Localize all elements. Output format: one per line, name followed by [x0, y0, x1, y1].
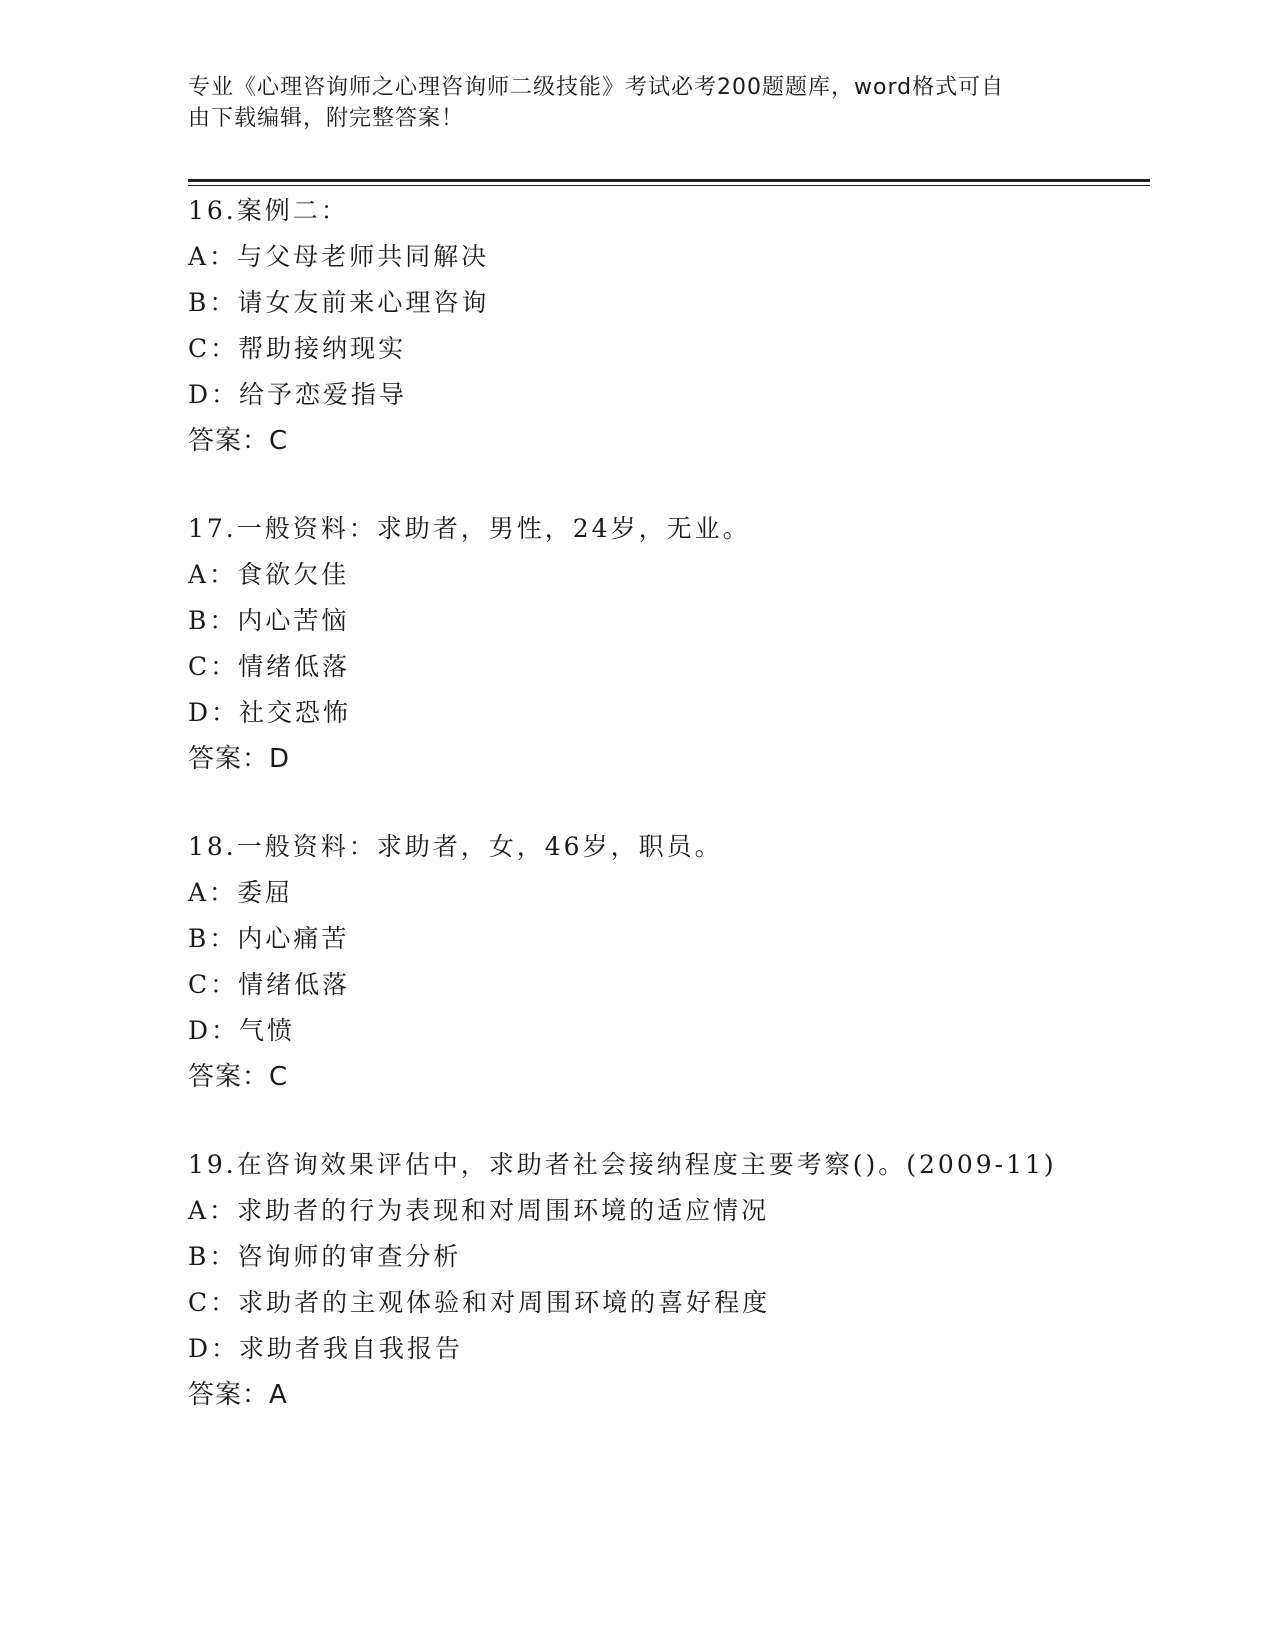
- option-text: 情绪低落: [238, 970, 351, 999]
- option-b: [188, 280, 1148, 326]
- option-text: 帮助接纳现实: [238, 334, 407, 363]
- answer-value: D: [269, 744, 291, 774]
- option-c: [188, 1280, 1148, 1326]
- option-d: [188, 1008, 1148, 1054]
- header-divider-thin: [188, 185, 1150, 186]
- option-text: 求助者的行为表现和对周围环境的适应情况: [237, 1196, 770, 1225]
- question-stem: 17.一般资料：求助者，男性，24岁，无业。: [188, 514, 751, 543]
- answer-label: 答案：: [188, 1380, 270, 1410]
- option-text: 委屈: [237, 878, 294, 907]
- answer: [188, 418, 1148, 464]
- option-label: B：: [188, 606, 238, 635]
- option-d: [188, 372, 1148, 418]
- option-text: 内心苦恼: [237, 606, 350, 635]
- option-text: 与父母老师共同解决: [237, 242, 490, 271]
- option-d: [188, 690, 1148, 736]
- answer-value: A: [269, 1380, 288, 1410]
- answer-label: 答案：: [188, 744, 270, 774]
- option-text: 求助者我自我报告: [239, 1334, 464, 1363]
- answer: [188, 736, 1148, 782]
- option-text: 请女友前来心理咨询: [237, 288, 490, 317]
- option-a: [188, 870, 1148, 916]
- option-text: 情绪低落: [238, 652, 351, 681]
- option-label: D：: [188, 698, 240, 727]
- answer-value: C: [269, 1062, 289, 1092]
- option-a: [188, 552, 1148, 598]
- question-19: [188, 1142, 1148, 1418]
- option-text: 给予恋爱指导: [239, 380, 408, 409]
- option-label: C：: [188, 334, 239, 363]
- option-b: [188, 598, 1148, 644]
- option-label: C：: [188, 1288, 239, 1317]
- option-text: 食欲欠佳: [237, 560, 350, 589]
- option-a: [188, 234, 1148, 280]
- question-stem: 16.案例二：: [188, 196, 349, 225]
- answer: [188, 1054, 1148, 1100]
- option-label: B：: [188, 924, 238, 953]
- option-d: [188, 1326, 1148, 1372]
- option-text: 社交恐怖: [239, 698, 352, 727]
- option-label: C：: [188, 970, 239, 999]
- option-text: 内心痛苦: [237, 924, 350, 953]
- option-label: B：: [188, 288, 238, 317]
- answer-label: 答案：: [188, 426, 270, 456]
- question-17: [188, 506, 1148, 782]
- question-18: [188, 824, 1148, 1100]
- option-label: A：: [188, 1196, 238, 1225]
- option-label: D：: [188, 1016, 240, 1045]
- option-label: D：: [188, 1334, 240, 1363]
- option-c: [188, 326, 1148, 372]
- question-stem: 19.在咨询效果评估中，求助者社会接纳程度主要考察()。(2009-11): [188, 1150, 1057, 1179]
- option-label: B：: [188, 1242, 238, 1271]
- document-header: [188, 72, 1088, 134]
- option-label: D：: [188, 380, 240, 409]
- header-divider-thick: [188, 179, 1150, 182]
- option-c: [188, 962, 1148, 1008]
- header-line-1: 专业《心理咨询师之心理咨询师二级技能》考试必考200题题库，word格式可自: [188, 75, 1005, 100]
- option-label: C：: [188, 652, 239, 681]
- option-text: 气愤: [239, 1016, 296, 1045]
- question-stem: 18.一般资料：求助者，女，46岁，职员。: [188, 832, 723, 861]
- question-16: [188, 188, 1148, 464]
- option-text: 咨询师的审查分析: [237, 1242, 462, 1271]
- option-label: A：: [188, 560, 238, 589]
- answer-value: C: [269, 426, 289, 456]
- header-line-2: 由下载编辑，附完整答案！: [188, 106, 465, 131]
- option-c: [188, 644, 1148, 690]
- option-label: A：: [188, 878, 238, 907]
- answer: [188, 1372, 1148, 1418]
- option-b: [188, 916, 1148, 962]
- option-b: [188, 1234, 1148, 1280]
- option-a: [188, 1188, 1148, 1234]
- answer-label: 答案：: [188, 1062, 270, 1092]
- option-text: 求助者的主观体验和对周围环境的喜好程度: [238, 1288, 771, 1317]
- option-label: A：: [188, 242, 238, 271]
